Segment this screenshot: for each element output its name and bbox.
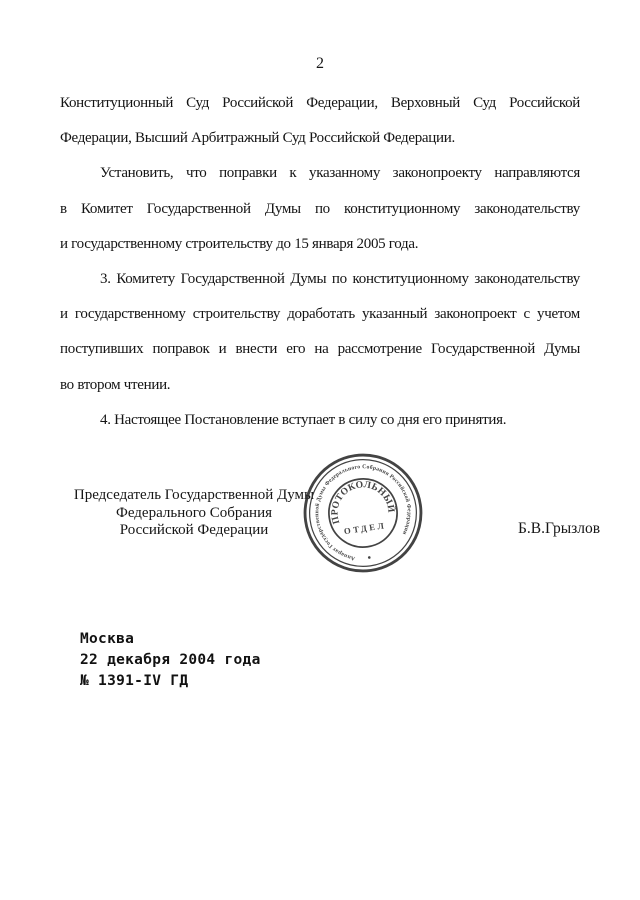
body-line: 4. Настоящее Постановление вступает в силу со дня его принятия. (100, 411, 507, 428)
footer-block (80, 629, 261, 691)
stamp-outer-circle (302, 452, 424, 574)
body-line: во втором чтении. (60, 376, 171, 393)
body-line: и государственному строительству до 15 января 2005 года. (60, 235, 419, 252)
page-number: 2 (316, 55, 324, 72)
protocol-department-stamp-icon (302, 452, 424, 574)
body-line: Конституционный Суд Российской Федерации, Верховный Суд Российской (60, 95, 580, 111)
body-line: Федерации, Высший Арбитражный Суд Российской Федерации. (60, 130, 455, 147)
stamp-arc-text: ПРОТОКОЛЬНЫЙ (329, 479, 397, 526)
footer-number: № 1391-IV ГД (80, 672, 189, 689)
footer-city: Москва (80, 631, 135, 647)
signature-title-block (66, 487, 322, 540)
body-line: 3. Комитету Государственной Думы по конституционному законодательству (100, 271, 580, 288)
stamp-center-text: ОТДЕЛ (343, 520, 387, 537)
body-line: поступивших поправок и внести его на рассмотрение Государственной Думы (60, 341, 580, 358)
signature-title-line: Председатель Государственной Думы (73, 487, 315, 503)
stamp-separator-dot (368, 556, 371, 559)
stamp-ring-text: Аппарат Государственной Думы Федерального Собрания Российской Федерации (314, 464, 412, 561)
signature-title-line: Российской Федерации (119, 522, 269, 539)
footer-date: 22 декабря 2004 года (80, 651, 261, 668)
body-line: и государственному строительству доработать указанный законопроект с учетом (60, 306, 580, 323)
signature-title-line: Федерального Собрания (115, 504, 273, 521)
signer-name: Б.В.Грызлов (518, 520, 601, 537)
svg-text:ПРОТОКОЛЬНЫЙ (325, 475, 398, 525)
document-body (60, 86, 580, 438)
body-line: в Комитет Государственной Думы по конституционному законодательству (60, 200, 580, 217)
body-line: Установить, что поправки к указанному законопроекту направляются (100, 165, 580, 182)
stamp-mid-circle (303, 453, 424, 574)
